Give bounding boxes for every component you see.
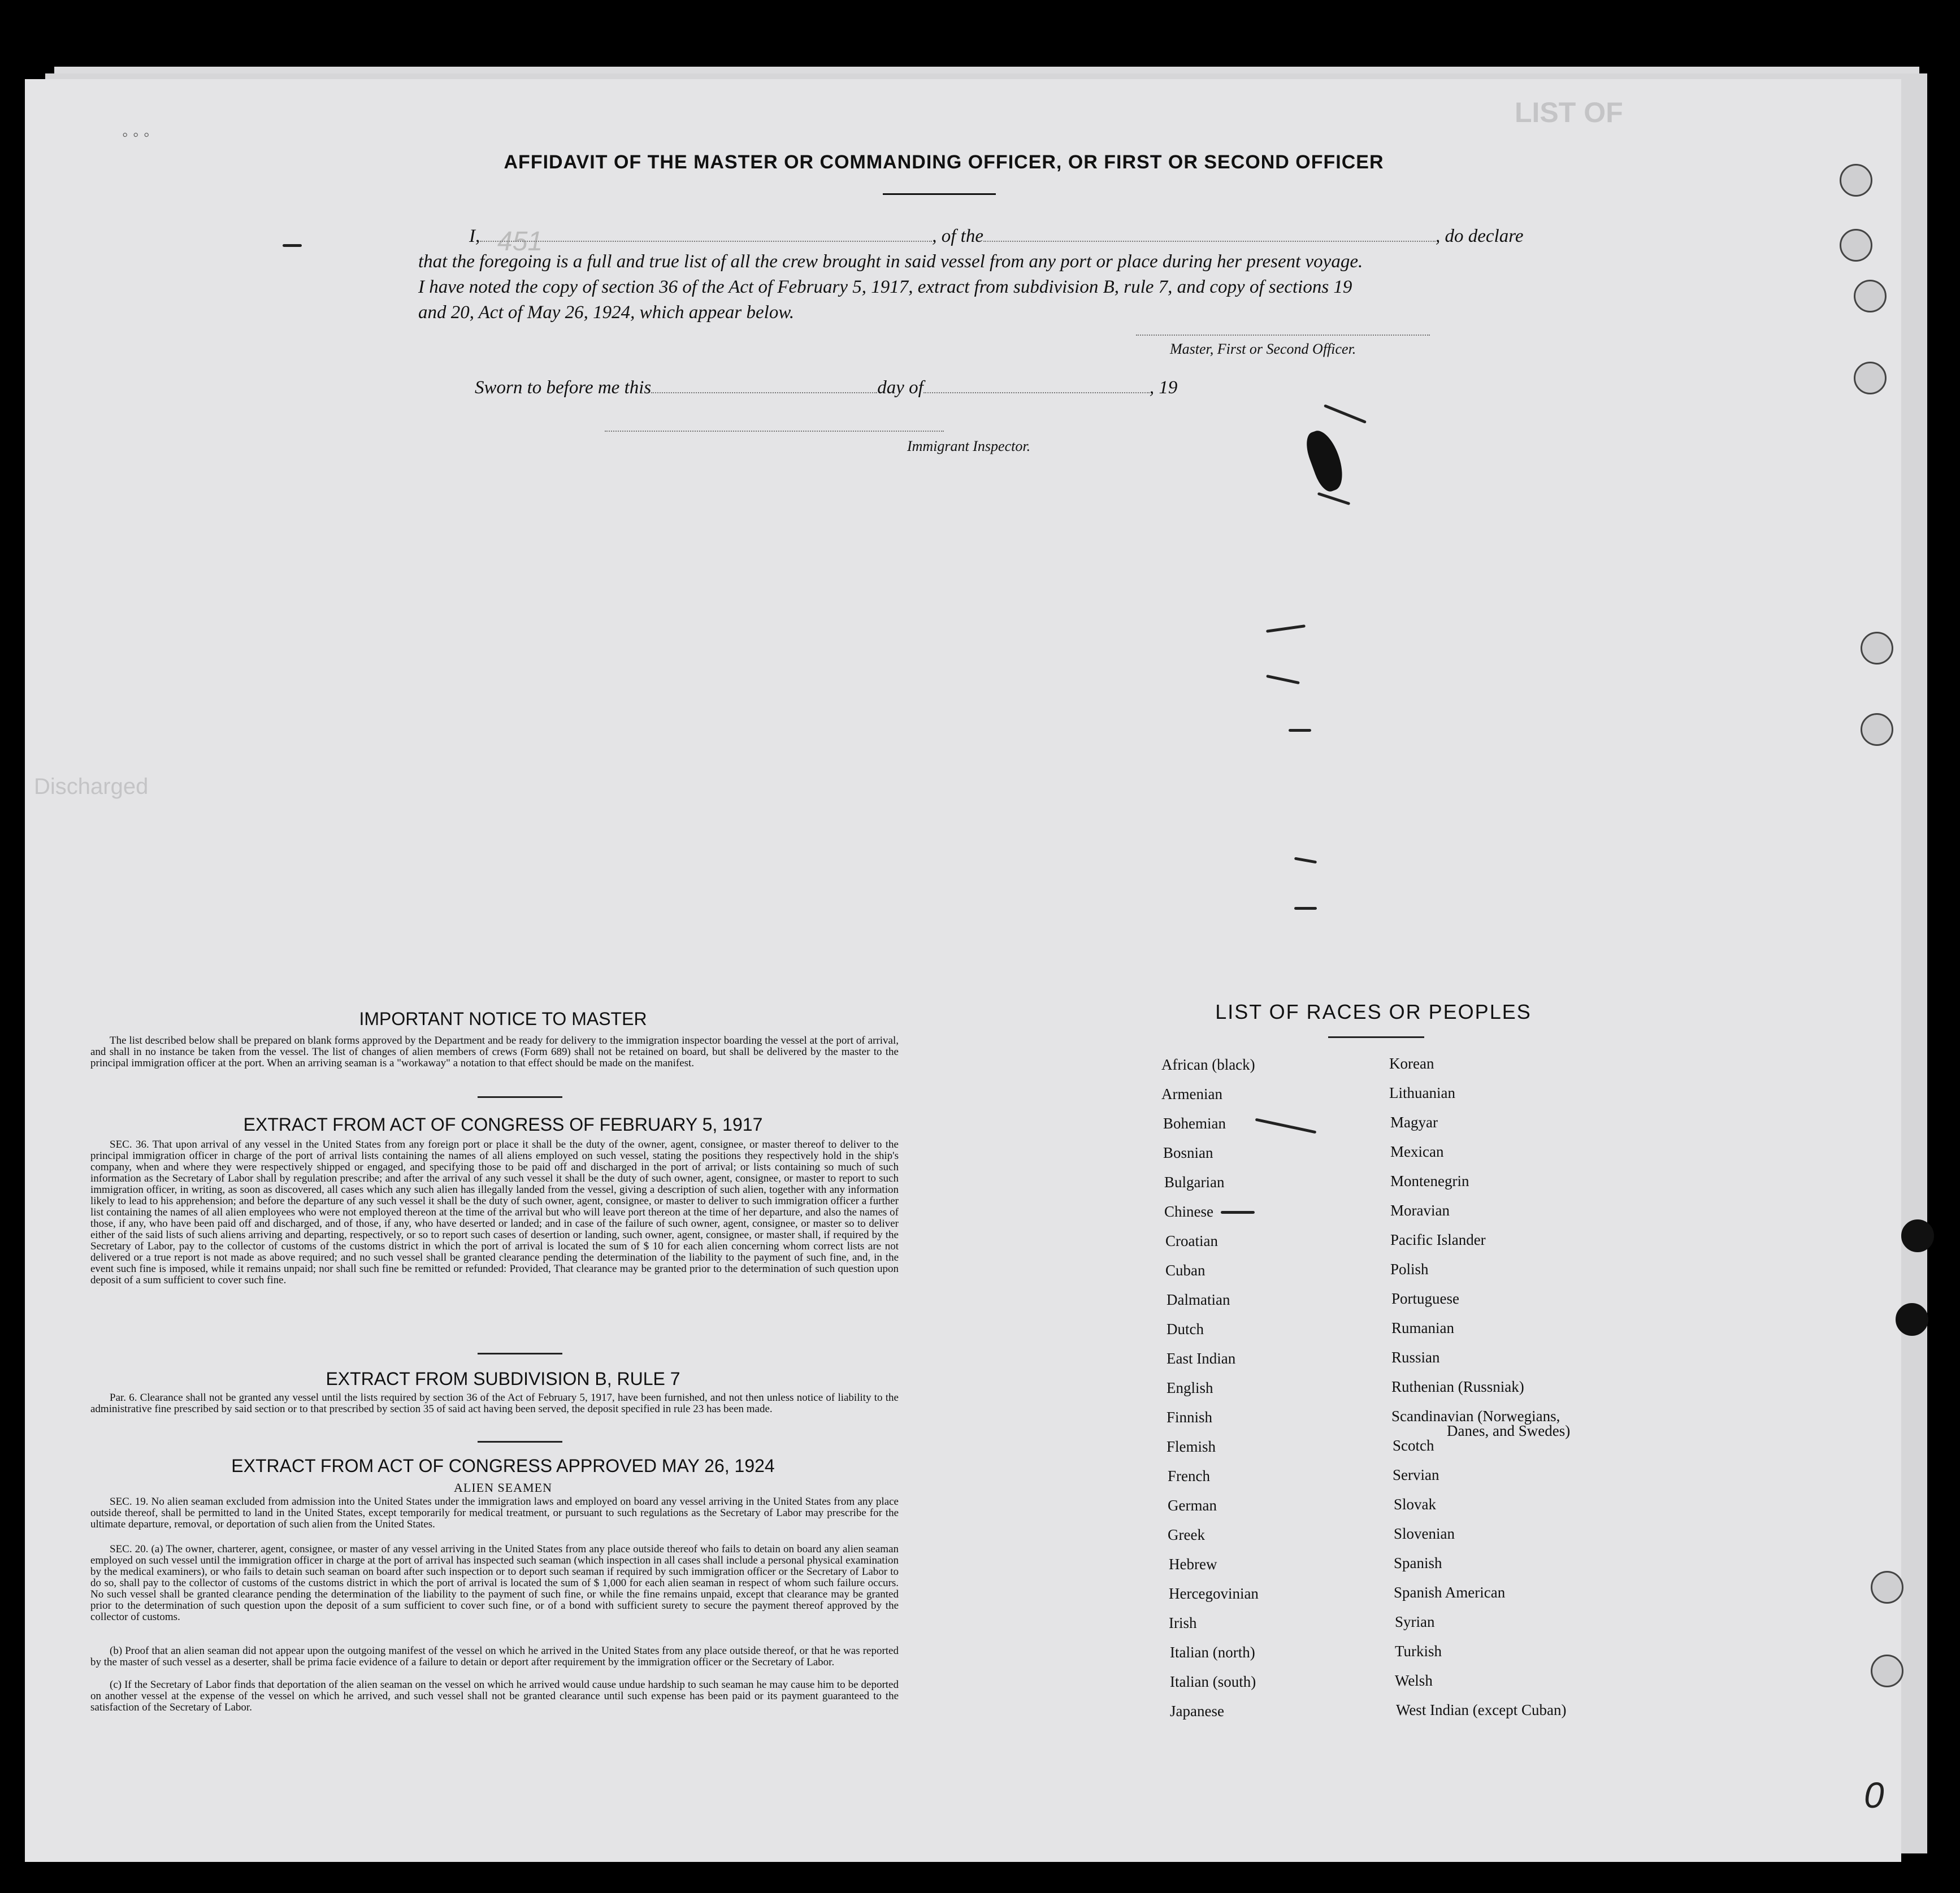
- notice-title: IMPORTANT NOTICE TO MASTER: [359, 1009, 647, 1029]
- race-item: Chinese: [1164, 1203, 1213, 1220]
- act-1924-sec20b: (b) Proof that an alien seaman did not appear upon the outgoing manifest of the vessel on which he arrived in the United States from any place outside thereof, or that he was reported by the master of such vessel as a deserter, shall be prima facie evidence of a failure to detain or deport after requirement by the immigration officer or the Secretary of Labor.: [90, 1645, 899, 1668]
- race-item: Slovak: [1394, 1496, 1437, 1513]
- act-1924-title: EXTRACT FROM ACT OF CONGRESS APPROVED MAY 26, 1924: [231, 1456, 775, 1476]
- race-item: Spanish American: [1394, 1584, 1506, 1601]
- race-item: Montenegrin: [1390, 1173, 1469, 1189]
- bleed-through-text: Discharged: [34, 774, 149, 799]
- race-item: Slovenian: [1394, 1525, 1455, 1542]
- bleed-through-text: LIST OF: [1515, 97, 1623, 128]
- race-item: Servian: [1393, 1466, 1439, 1483]
- declaration-text-4: and 20, Act of May 26, 1924, which appear below.: [418, 302, 795, 323]
- punch-hole: [1896, 1303, 1928, 1336]
- declaration-do-declare: , do declare: [1435, 226, 1524, 246]
- act-1924-sec20a: SEC. 20. (a) The owner, charterer, agent, consignee, or master of any vessel arriving in the United States from any place outside thereof who fails to detain on board any alien seaman employed on such vessel until the immigration officer in charge at the port of arrival has inspected such seaman (which inspection in all cases shall include a personal physical examination by the medical examiners), or who fails to detain such seaman on board after such inspection or to deport such seaman if required by such immigration officer or the Secretary of Labor to do so, shall pay to the collector of customs of the customs district in which the port of arrival is located the sum of $ 1,000 for each alien seaman in respect of whom such failure occurs. No such vessel shall be granted clearance pending the determination of the liability to the payment of such fine, or while the fine remains unpaid, except that clearance may be granted prior to the determination of such question upon the deposit of a sum sufficient to cover such fine, or of a bond with sufficient surety to secure the payment thereof approved by the collector of customs.: [90, 1543, 899, 1623]
- act-1924-subtitle: ALIEN SEAMEN: [454, 1480, 552, 1495]
- sworn-label: Sworn to before me this: [475, 377, 652, 398]
- rule-7-title: EXTRACT FROM SUBDIVISION B, RULE 7: [326, 1369, 680, 1389]
- punch-hole: [1861, 713, 1893, 746]
- race-item: Ruthenian (Russniak): [1391, 1378, 1524, 1395]
- affidavit-title: AFFIDAVIT OF THE MASTER OR COMMANDING OFFICER, OR FIRST OR SECOND OFFICER: [504, 151, 1384, 173]
- race-item: Dalmatian: [1167, 1291, 1230, 1308]
- inspector-signature-label: Immigrant Inspector.: [907, 438, 1031, 454]
- race-item: Cuban: [1165, 1262, 1206, 1279]
- act-1924-sec20c: (c) If the Secretary of Labor finds that deportation of the alien seaman on the vessel on which he arrived would cause undue hardship to such seaman he may cause him to be deported on another vessel at the expense of the vessel on which he arrived, and such vessel shall not be granted clearance until such expense has been paid or its payment guaranteed to the satisfaction of the Secretary of Labor.: [90, 1679, 899, 1713]
- race-item: African (black): [1161, 1056, 1255, 1073]
- race-item: Hercegovinian: [1169, 1585, 1259, 1602]
- act-1924-sec19: SEC. 19. No alien seaman excluded from admission into the United States under the immigration laws and employed on board any vessel arriving in the United States from any place outside thereof, shall be permitted to land in the United States, except temporarily for medical treatment, or pursuant to such regulations as the Secretary of Labor may prescribe for the ultimate departure, removal, or deportation of such alien from the United States.: [90, 1496, 899, 1530]
- race-item: German: [1168, 1497, 1217, 1514]
- section-rule: [478, 1096, 562, 1098]
- sworn-year: , 19: [1149, 377, 1178, 398]
- race-item: Russian: [1391, 1349, 1440, 1366]
- sworn-line: [475, 377, 1177, 398]
- race-item: Flemish: [1167, 1438, 1216, 1455]
- race-item: Spanish: [1394, 1555, 1442, 1571]
- race-item: Mexican: [1390, 1143, 1444, 1160]
- race-item: Croatian: [1165, 1232, 1218, 1249]
- race-item: Italian (north): [1170, 1644, 1255, 1661]
- pencil-mark: [1289, 729, 1311, 732]
- race-item: Welsh: [1395, 1672, 1433, 1689]
- punch-hole: [1861, 632, 1893, 665]
- race-item: Scotch: [1393, 1437, 1434, 1454]
- punch-hole: [1871, 1655, 1903, 1687]
- race-item-continued: Danes, and Swedes): [1447, 1422, 1571, 1439]
- sworn-day-of: day of: [877, 377, 923, 398]
- declaration-i: I,: [469, 226, 480, 246]
- sworn-month-field[interactable]: [923, 390, 1150, 393]
- race-item: Hebrew: [1169, 1556, 1217, 1573]
- race-item: West Indian (except Cuban): [1396, 1701, 1567, 1718]
- master-signature-line[interactable]: [1136, 333, 1430, 336]
- inspector-signature-line[interactable]: [605, 429, 944, 432]
- race-item: Polish: [1390, 1261, 1429, 1278]
- race-item: Finnish: [1167, 1409, 1213, 1426]
- declaration-text-3: I have noted the copy of section 36 of the Act of February 5, 1917, extract from subdivision B, rule 7, and copy of sections 19: [418, 277, 1352, 297]
- punch-hole: [1871, 1571, 1903, 1604]
- punch-hole: [1840, 229, 1872, 262]
- name-field[interactable]: [480, 238, 932, 242]
- vessel-field[interactable]: [983, 238, 1436, 242]
- pencil-mark: [283, 244, 302, 247]
- races-title: LIST OF RACES OR PEOPLES: [1215, 1000, 1532, 1023]
- race-item: East Indian: [1167, 1350, 1236, 1367]
- declaration-line: [469, 226, 1523, 247]
- race-item: Pacific Islander: [1390, 1231, 1486, 1248]
- race-item: Moravian: [1390, 1202, 1450, 1219]
- race-item: Korean: [1389, 1055, 1434, 1072]
- race-item: Irish: [1169, 1614, 1197, 1631]
- title-rule: [883, 193, 996, 195]
- race-item: Turkish: [1395, 1643, 1442, 1660]
- race-item: Magyar: [1390, 1114, 1438, 1131]
- act-1917-body: SEC. 36. That upon arrival of any vessel in the United States from any foreign port or place it shall be the duty of the owner, agent, consignee, or master thereof to deliver to the principal immigration officer in charge of the port of arrival lists containing the names of all aliens employed on such vessel, stating the positions they respectively hold in the ship's company, when and where they were respectively shipped or engaged, and specifying those to be paid off and discharged in the port of arrival; or lists containing so much of such information as the Secretary of Labor shall by regulation prescribe; and after the arrival of any such vessel it shall be the duty of such owner, agent, consignee, or master to report to such immigration officer, in writing, as soon as discovered, all cases which any such alien has illegally landed from the vessel, giving a description of such alien, together with any information likely to lead to his apprehension; and before the departure of any such vessel it shall be the duty of such owner, agent, consignee, or master to deliver to such immigration officer a further list containing the names of all alien employees who were not employed thereon at the time of the arrival but who will leave port thereon at the time of her departure, and also the names of those, if any, who have been paid off and discharged, and of those, if any, who have deserted or landed; and in case of the failure of such owner, agent, consignee, or master so to deliver either of the said lists of such aliens arriving and departing, respectively, or so to report such cases of desertion or landing, such owner, agent, consignee, or master shall, if required by the Secretary of Labor, pay to the collector of customs of the customs district in which the port of arrival is located the sum of $ 10 for each alien concerning whom correct lists are not delivered or a true report is not made as above required; and no such vessel shall be granted clearance pending the determination of the liability to the payment of such fine, and, in the event such fine is imposed, while it remains unpaid; nor shall such fine be remitted or refunded: Provided, That clearance may be granted prior to the determination of such question upon deposit of a sum sufficient to cover such fine.: [90, 1139, 899, 1286]
- section-rule: [478, 1441, 562, 1443]
- race-item: Portuguese: [1391, 1290, 1459, 1307]
- race-item: English: [1167, 1379, 1213, 1396]
- race-item: Syrian: [1395, 1613, 1435, 1630]
- sworn-day-field[interactable]: [651, 390, 877, 393]
- race-item: Lithuanian: [1389, 1084, 1455, 1101]
- punch-hole: [1854, 280, 1887, 312]
- race-item: Bulgarian: [1164, 1174, 1225, 1191]
- race-item: Bosnian: [1163, 1144, 1213, 1161]
- race-item: Bohemian: [1163, 1115, 1226, 1132]
- races-title-rule: [1328, 1036, 1424, 1038]
- race-item: Scandinavian (Norwegians,: [1391, 1408, 1560, 1425]
- section-rule: [478, 1353, 562, 1354]
- punch-hole: [1901, 1219, 1934, 1252]
- act-1917-title: EXTRACT FROM ACT OF CONGRESS OF FEBRUARY 5, 1917: [243, 1114, 763, 1135]
- race-item: French: [1168, 1467, 1210, 1484]
- declaration-text-2: that the foregoing is a full and true list of all the crew brought in said vessel from any port or place during her present voyage.: [418, 251, 1363, 272]
- race-item: Japanese: [1170, 1703, 1224, 1720]
- punch-hole: [1854, 362, 1887, 394]
- race-item: Rumanian: [1391, 1319, 1454, 1336]
- master-signature-label: Master, First or Second Officer.: [1170, 341, 1356, 357]
- handwritten-mark: 0: [1864, 1775, 1884, 1816]
- corner-mark: ◦ ◦ ◦: [122, 125, 150, 144]
- handwritten-number: 451: [497, 227, 543, 257]
- pencil-mark: [1221, 1211, 1255, 1214]
- race-item: Greek: [1168, 1526, 1205, 1543]
- punch-hole: [1840, 164, 1872, 197]
- race-item: Armenian: [1161, 1086, 1222, 1102]
- declaration-of-the: , of the: [932, 226, 983, 246]
- rule-7-body: Par. 6. Clearance shall not be granted any vessel until the lists required by section 36 of the Act of February 5, 1917, have been furnished, and not then unless notice of liability to the administrative fine prescribed by said section or to that prescribed by section 35 of said act having been served, the deposit specified in rule 23 has been made.: [90, 1392, 899, 1415]
- race-item: Dutch: [1167, 1321, 1204, 1338]
- race-item: Italian (south): [1170, 1673, 1256, 1690]
- pencil-mark: [1294, 907, 1317, 910]
- notice-body: The list described below shall be prepared on blank forms approved by the Department and be ready for delivery to the immigration inspector boarding the vessel at the port of arrival, and shall in no instance be taken from the vessel. The list of changes of alien members of crews (Form 689) shall not be retained on board, but shall be delivered by the master to the principal immigration officer at the port. When an arriving seaman is a "workaway" a notation to that effect should be made on the manifest.: [90, 1035, 899, 1069]
